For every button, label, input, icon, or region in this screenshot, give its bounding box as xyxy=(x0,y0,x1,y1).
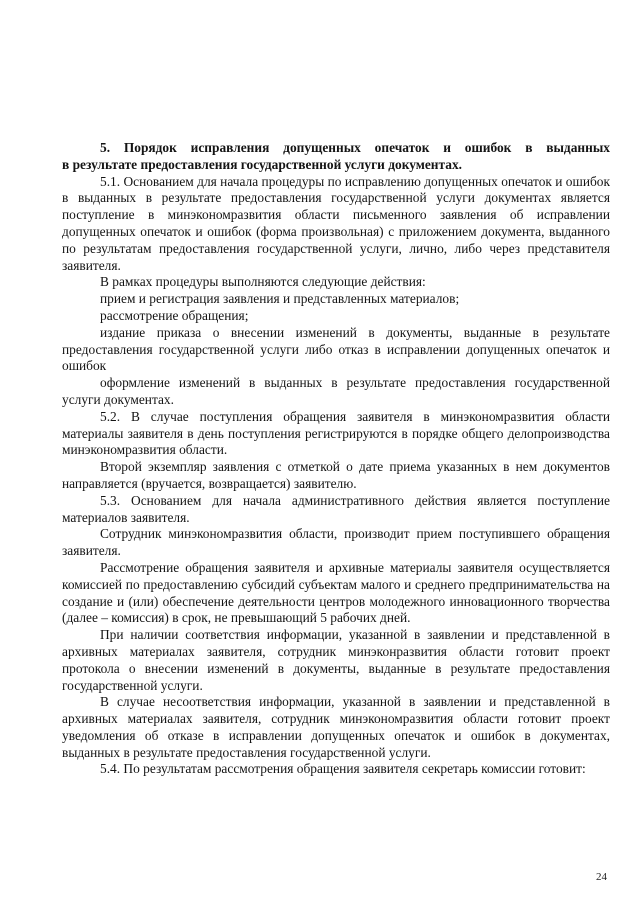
paragraph-mismatch-case: В случае несоответствия информации, указанной в заявлении и представленной в архивных материалах заявителя, сотрудник минэкономразвития области готовит проект уведомления об отказе в исправлении допущенных опечаток и ошибок в документах, выданных в результате предоставления государственной услуги. xyxy=(62,694,610,760)
paragraph-action-review: рассмотрение обращения; xyxy=(100,307,249,323)
paragraph-5-4: 5.4. По результатам рассмотрения обращения заявителя секретарь комиссии готовит: xyxy=(100,761,586,777)
paragraph-second-copy: Второй экземпляр заявления с отметкой о дате приема указанных в нем документов направляется (вручается, возвращается) заявителю. xyxy=(62,459,610,491)
paragraph-5-2: 5.2. В случае поступления обращения заявителя в минэкономразвития области материалы заявителя в день поступления регистрируются в порядке общего делопроизводства минэкономразвития области. xyxy=(62,408,610,458)
paragraph-actions-intro: В рамках процедуры выполняются следующие действия: xyxy=(100,274,426,290)
paragraph-action-receipt: прием и регистрация заявления и представленных материалов; xyxy=(100,291,460,307)
paragraph-match-case: При наличии соответствия информации, указанной в заявлении и представленной в архивных материалах заявителя, сотрудник минэконразвития области готовит проект протокола о внесении изменений в документы, выданные в результате предоставления государственной услуги. xyxy=(62,627,610,693)
document-page xyxy=(62,140,610,778)
section-heading-line-2: в результате предоставления государственной услуги документах. xyxy=(62,156,462,172)
paragraph-commission-review: Рассмотрение обращения заявителя и архивные материалы заявителя осуществляется комиссией по предоставлению субсидий субъектам малого и среднего предпринимательства на создание и (или) обеспечение деятельности центров молодежного инновационного творчества (далее – комиссия) в срок, не превышающий 5 рабочих дней. xyxy=(62,559,610,626)
section-heading xyxy=(62,140,610,174)
paragraph-employee-receipt: Сотрудник минэкономразвития области, производит прием поступившего обращения заявителя. xyxy=(62,526,610,559)
paragraph-action-order: издание приказа о внесении изменений в документы, выданные в результате предоставления государственной услуги либо отказ в исправлении допущенных опечаток и ошибок xyxy=(62,324,610,374)
paragraph-5-3: 5.3. Основанием для начала административного действия является поступление материалов заявителя. xyxy=(62,492,610,525)
paragraph-5-1: 5.1. Основанием для начала процедуры по исправлению допущенных опечаток и ошибок в выданных в результате предоставления государственной услуги документах является поступление в минэкономразвития области письменного заявления об исправлении допущенных опечаток и ошибок (форма произвольная) с приложением документа, выданного по результатам предоставления государственной услуги, лично, либо через представителя заявителя. xyxy=(62,173,610,273)
paragraph-action-changes: оформление изменений в выданных в результате предоставления государственной услуги документах. xyxy=(62,375,610,407)
page-number: 24 xyxy=(596,871,607,883)
section-heading-line-1: 5. Порядок исправления допущенных опечаток и ошибок в выданных xyxy=(100,140,610,155)
